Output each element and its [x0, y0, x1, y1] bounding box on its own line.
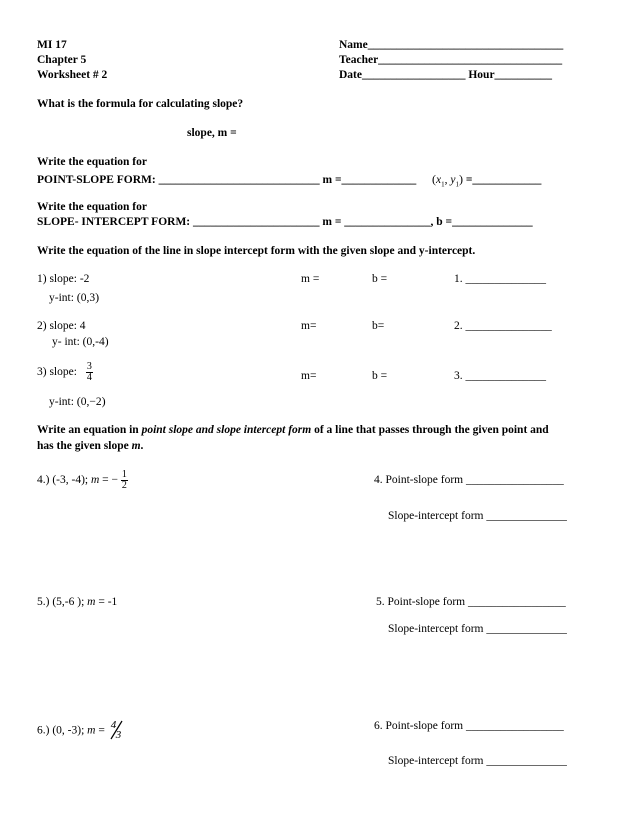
point-x: x — [436, 174, 442, 186]
section2-instruction-start: Write an equation in — [37, 424, 142, 436]
section2-instruction-emph: point slope and slope intercept form — [141, 424, 312, 436]
problem-6-slope-fraction — [108, 719, 124, 741]
chapter-label: Chapter 5 — [37, 54, 87, 66]
problem-3-slope-fraction — [86, 362, 93, 383]
problem-4-slope-num: 1 — [121, 469, 127, 480]
problem-6-eq: = — [95, 724, 108, 737]
problem-1-yint-value: 0,3 — [80, 292, 96, 304]
problem-3-slope-den: 4 — [86, 372, 92, 383]
problem-1-slope — [37, 273, 89, 287]
teacher-field[interactable]: Teacher________________________________ — [339, 54, 563, 66]
problem-5-point: 5.) (5,-6 ); — [37, 596, 88, 608]
problem-5-given — [37, 596, 117, 610]
problem-6-slope-intercept-answer[interactable]: Slope-intercept form ______________ — [388, 755, 567, 767]
problem-5-eq: = -1 — [95, 596, 118, 608]
name-field[interactable]: Name__________________________________ — [339, 39, 564, 51]
problem-4-point-slope-answer[interactable]: 4. Point-slope form _________________ — [374, 474, 564, 486]
section2-instruction-m: m — [131, 440, 141, 452]
problem-2-m: m= — [301, 320, 317, 332]
point-y-sub: 1 — [455, 180, 459, 189]
problem-5-point-slope-answer[interactable]: 5. Point-slope form _________________ — [376, 596, 566, 608]
worksheet-label: Worksheet # 2 — [37, 69, 108, 81]
problem-1-yint: y-int: (0,3) — [49, 290, 100, 304]
problem-3-m: m= — [301, 370, 317, 382]
section2-instruction-line1 — [37, 424, 549, 438]
problem-4-eq: = − — [99, 474, 119, 487]
problem-3-answer[interactable]: 3. ______________ — [454, 370, 546, 382]
section2-instruction-line2-end: . — [140, 440, 144, 452]
problem-5-m: m — [87, 596, 96, 608]
section2-instruction-line2 — [37, 440, 143, 454]
problem-3-slope — [37, 362, 93, 383]
slope-formula-label: slope, m = — [187, 127, 237, 139]
problem-6-point-slope-answer[interactable]: 6. Point-slope form _________________ — [374, 720, 564, 732]
problem-2-answer[interactable]: 2. _______________ — [454, 320, 552, 332]
slope-formula-question: What is the formula for calculating slope? — [37, 98, 244, 110]
problem-2-b: b= — [372, 320, 385, 332]
problem-6-given — [37, 719, 124, 741]
problem-2-yint: y- int: (0,-4) — [52, 336, 109, 348]
slope-intercept-form-label: SLOPE- INTERCEPT FORM: ______________________ m = _______________, b =______________ — [37, 216, 533, 228]
problem-4-slope-fraction — [121, 470, 128, 491]
problem-2-slope: 2) slope: 4 — [37, 320, 86, 332]
problem-1-m: m = — [301, 273, 320, 285]
problem-1-yint-label: y-int: — [49, 292, 74, 304]
problem-6-slope-den: 3 — [115, 729, 122, 741]
point-slope-row — [37, 172, 541, 189]
section2-instruction-line2-start: has the given slope — [37, 440, 132, 452]
problem-1-slope-label: 1) slope: — [37, 273, 77, 285]
problem-4-given — [37, 470, 128, 491]
course-code: MI 17 — [37, 39, 67, 51]
problem-1-answer[interactable]: 1. ______________ — [454, 273, 546, 285]
point-y: y — [450, 174, 456, 186]
section1-instruction: Write the equation of the line in slope intercept form with the given slope and y-intercept. — [37, 245, 476, 257]
problem-3-b: b = — [372, 370, 388, 382]
section2-instruction-mid: of a line that passes through the given point and — [311, 424, 549, 436]
point-slope-form-label: POINT-SLOPE FORM: ____________________________ m =_____________ — [37, 174, 417, 186]
problem-5-slope-intercept-answer[interactable]: Slope-intercept form ______________ — [388, 623, 567, 635]
slope-intercept-prompt: Write the equation for — [37, 201, 147, 213]
point-slope-prompt: Write the equation for — [37, 156, 147, 168]
point-slope-point-blank[interactable]: =____________ — [465, 174, 542, 186]
problem-4-slope-den: 2 — [121, 480, 127, 491]
problem-1-b: b = — [372, 273, 388, 285]
problem-4-slope-intercept-answer[interactable]: Slope-intercept form ______________ — [388, 510, 567, 522]
problem-1-slope-value: -2 — [79, 273, 90, 285]
point-x1-y1: ($x_1$, $y_1$) — [432, 172, 463, 189]
point-x-sub: 1 — [441, 180, 445, 189]
problem-3-slope-num: 3 — [86, 361, 92, 372]
problem-3-slope-label: 3) slope: — [37, 366, 77, 379]
problem-4-m: m — [90, 474, 100, 487]
date-hour-field[interactable]: Date__________________ Hour__________ — [339, 69, 553, 81]
problem-3-yint-label: y-int: — [49, 396, 74, 408]
problem-3-yint-value: 0,−2 — [80, 396, 102, 408]
problem-6-point: 6.) (0, -3); — [37, 724, 88, 737]
problem-4-point: 4.) (-3, -4); — [37, 474, 91, 487]
problem-6-slope-num: 4 — [110, 719, 117, 731]
problem-3-yint: y-int: (0,−2) — [49, 394, 106, 408]
problem-6-m: m — [87, 724, 96, 737]
